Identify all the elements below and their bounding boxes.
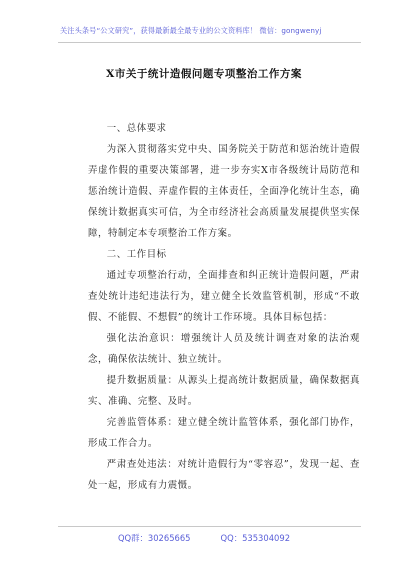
document-title: X市关于统计造假问题专项整治工作方案 [106, 68, 302, 80]
section-heading: 二、工作目标 [106, 249, 167, 260]
body-paragraph: 完善监管体系：建立健全统计监管体系，强化部门协作，形成工作合力。 [88, 417, 360, 449]
header-note: 关注头条号“公文研究”，获得最新最全最专业的公文资料库！ 微信：gongwenyj [60, 26, 322, 35]
body-paragraph: 强化法治意识：增强统计人员及统计调查对象的法治观念，确保依法统计、独立统计。 [88, 333, 360, 365]
header-divider [58, 42, 361, 43]
body-paragraph: 严肃查处违法：对统计造假行为“零容忍”，发现一起、查处一起，形成有力震慑。 [88, 459, 360, 491]
footer-divider [58, 526, 361, 527]
document-body [88, 118, 360, 496]
body-paragraph: 为深入贯彻落实党中央、国务院关于防范和惩治统计造假弄虚作假的重要决策部署，进一步夯实X市各级统计局防范和惩治统计造假、弄虚作假的主体责任，全面净化统计生态，确保统计数据真实可信，为全市经济社会高质量发展提供坚实保障，特制定本专项整治工作方案。 [88, 144, 360, 239]
footer-qq-group: QQ群：30265665 [117, 533, 191, 543]
footer-qq: QQ：535304092 [220, 533, 291, 543]
section-heading: 一、总体要求 [106, 123, 167, 134]
body-paragraph: 提升数据质量：从源头上提高统计数据质量，确保数据真实、准确、完整、及时。 [88, 375, 360, 407]
body-paragraph: 通过专项整治行动，全面排查和纠正统计造假问题，严肃查处统计违纪违法行为，建立健全长效监管机制，形成“不敢假、不能假、不想假”的统计工作环境。具体目标包括： [88, 270, 360, 323]
footer-contact [0, 532, 408, 544]
